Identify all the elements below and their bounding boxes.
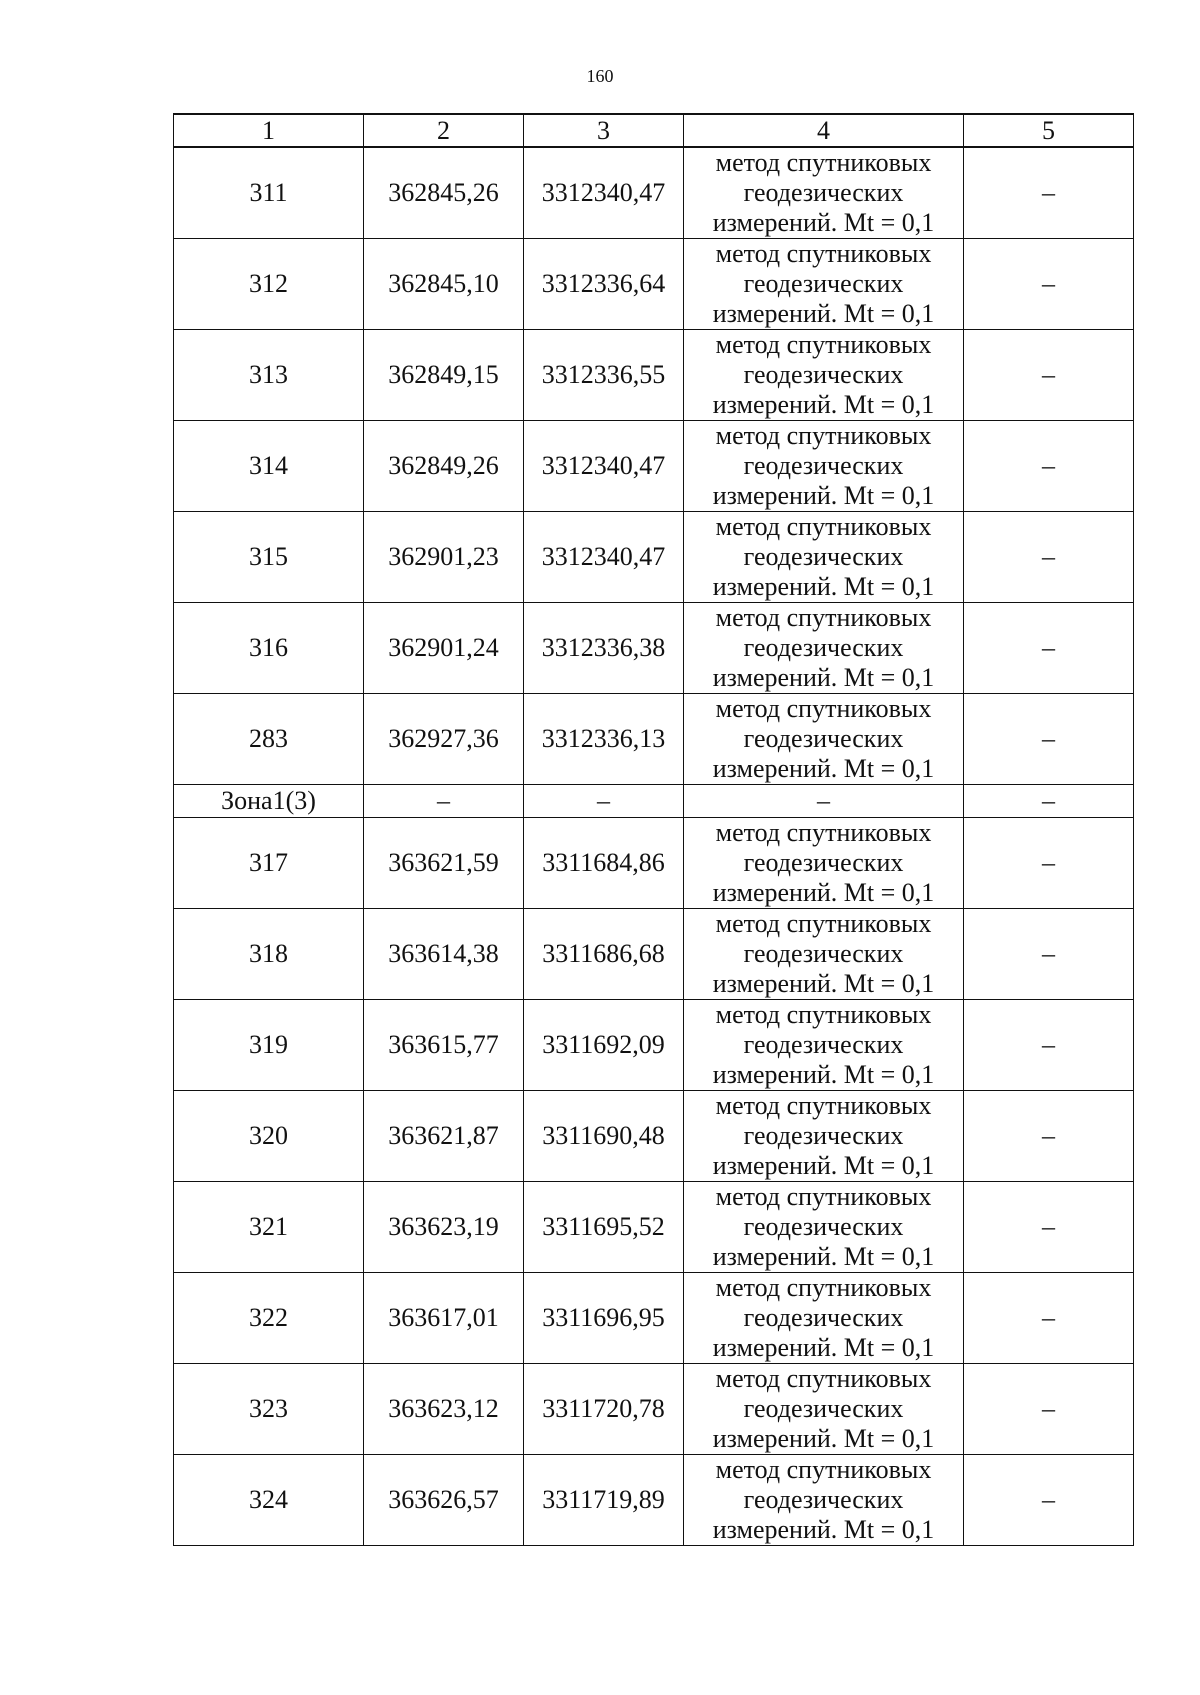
method-line: метод спутниковых bbox=[715, 1455, 932, 1484]
point-number-cell: 317 bbox=[174, 818, 364, 909]
method-line: метод спутниковых bbox=[715, 330, 932, 359]
method-line: метод спутниковых bbox=[715, 1273, 932, 1302]
x-coordinate-cell: 362845,26 bbox=[364, 147, 524, 239]
note-cell: – bbox=[964, 1182, 1134, 1273]
method-cell bbox=[684, 694, 964, 785]
method-line: геодезических bbox=[743, 1212, 904, 1241]
coordinates-table bbox=[173, 113, 1134, 1546]
method-line: измерений. Mt = 0,1 bbox=[712, 1151, 935, 1180]
point-number-cell: 319 bbox=[174, 1000, 364, 1091]
method-line: измерений. Mt = 0,1 bbox=[712, 299, 935, 328]
header-cell-3: 3 bbox=[524, 114, 684, 147]
note-cell: – bbox=[964, 1273, 1134, 1364]
x-coordinate-cell: – bbox=[364, 785, 524, 818]
table-row bbox=[174, 147, 1134, 239]
y-coordinate-cell: 3311692,09 bbox=[524, 1000, 684, 1091]
y-coordinate-cell: 3311719,89 bbox=[524, 1455, 684, 1546]
y-coordinate-cell: 3311696,95 bbox=[524, 1273, 684, 1364]
method-line: геодезических bbox=[743, 939, 904, 968]
method-cell bbox=[684, 1182, 964, 1273]
method-line: измерений. Mt = 0,1 bbox=[712, 390, 935, 419]
method-cell bbox=[684, 1455, 964, 1546]
header-cell-1: 1 bbox=[174, 114, 364, 147]
point-number-cell: 320 bbox=[174, 1091, 364, 1182]
point-number-cell: 321 bbox=[174, 1182, 364, 1273]
x-coordinate-cell: 363621,59 bbox=[364, 818, 524, 909]
note-cell: – bbox=[964, 147, 1134, 239]
point-number-cell: 312 bbox=[174, 239, 364, 330]
note-cell: – bbox=[964, 603, 1134, 694]
method-line: измерений. Mt = 0,1 bbox=[712, 1060, 935, 1089]
method-line: метод спутниковых bbox=[715, 694, 932, 723]
x-coordinate-cell: 362849,15 bbox=[364, 330, 524, 421]
method-line: измерений. Mt = 0,1 bbox=[712, 481, 935, 510]
y-coordinate-cell: 3311695,52 bbox=[524, 1182, 684, 1273]
method-line: геодезических bbox=[743, 542, 904, 571]
note-cell: – bbox=[964, 330, 1134, 421]
point-number-cell: 316 bbox=[174, 603, 364, 694]
y-coordinate-cell: 3311684,86 bbox=[524, 818, 684, 909]
method-cell bbox=[684, 1273, 964, 1364]
method-cell bbox=[684, 1364, 964, 1455]
method-line: измерений. Mt = 0,1 bbox=[712, 663, 935, 692]
note-cell: – bbox=[964, 512, 1134, 603]
x-coordinate-cell: 362849,26 bbox=[364, 421, 524, 512]
method-cell bbox=[684, 239, 964, 330]
x-coordinate-cell: 363626,57 bbox=[364, 1455, 524, 1546]
y-coordinate-cell: 3312336,13 bbox=[524, 694, 684, 785]
note-cell: – bbox=[964, 1091, 1134, 1182]
y-coordinate-cell: 3312336,55 bbox=[524, 330, 684, 421]
table-row bbox=[174, 421, 1134, 512]
point-number-cell: 283 bbox=[174, 694, 364, 785]
method-line: метод спутниковых bbox=[715, 1364, 932, 1393]
table-row bbox=[174, 330, 1134, 421]
method-cell bbox=[684, 421, 964, 512]
header-cell-5: 5 bbox=[964, 114, 1134, 147]
method-line: метод спутниковых bbox=[715, 239, 932, 268]
method-cell bbox=[684, 1091, 964, 1182]
method-line: геодезических bbox=[743, 724, 904, 753]
x-coordinate-cell: 363623,19 bbox=[364, 1182, 524, 1273]
method-line: измерений. Mt = 0,1 bbox=[712, 1242, 935, 1271]
note-cell: – bbox=[964, 239, 1134, 330]
table-row bbox=[174, 1273, 1134, 1364]
zone-row bbox=[174, 785, 1134, 818]
table-row bbox=[174, 909, 1134, 1000]
method-line: метод спутниковых bbox=[715, 148, 932, 177]
method-line: геодезических bbox=[743, 178, 904, 207]
y-coordinate-cell: – bbox=[524, 785, 684, 818]
header-cell-4: 4 bbox=[684, 114, 964, 147]
table-row bbox=[174, 1182, 1134, 1273]
y-coordinate-cell: 3311720,78 bbox=[524, 1364, 684, 1455]
note-cell: – bbox=[964, 785, 1134, 818]
method-cell bbox=[684, 603, 964, 694]
note-cell: – bbox=[964, 1000, 1134, 1091]
header-row bbox=[174, 114, 1134, 147]
method-cell bbox=[684, 909, 964, 1000]
point-number-cell: 315 bbox=[174, 512, 364, 603]
method-line: метод спутниковых bbox=[715, 1182, 932, 1211]
method-line: измерений. Mt = 0,1 bbox=[712, 208, 935, 237]
method-line: геодезических bbox=[743, 848, 904, 877]
method-cell bbox=[684, 818, 964, 909]
table-row bbox=[174, 512, 1134, 603]
y-coordinate-cell: 3312336,64 bbox=[524, 239, 684, 330]
point-number-cell: Зона1(3) bbox=[174, 785, 364, 818]
note-cell: – bbox=[964, 1455, 1134, 1546]
method-line: геодезических bbox=[743, 360, 904, 389]
method-line: геодезических bbox=[743, 1303, 904, 1332]
method-line: геодезических bbox=[743, 1394, 904, 1423]
y-coordinate-cell: 3312340,47 bbox=[524, 512, 684, 603]
method-line: измерений. Mt = 0,1 bbox=[712, 1333, 935, 1362]
point-number-cell: 313 bbox=[174, 330, 364, 421]
point-number-cell: 324 bbox=[174, 1455, 364, 1546]
x-coordinate-cell: 362901,23 bbox=[364, 512, 524, 603]
x-coordinate-cell: 363615,77 bbox=[364, 1000, 524, 1091]
table-row bbox=[174, 1455, 1134, 1546]
method-line: измерений. Mt = 0,1 bbox=[712, 572, 935, 601]
point-number-cell: 323 bbox=[174, 1364, 364, 1455]
y-coordinate-cell: 3312340,47 bbox=[524, 421, 684, 512]
table-row bbox=[174, 1000, 1134, 1091]
method-cell bbox=[684, 147, 964, 239]
method-line: геодезических bbox=[743, 1485, 904, 1514]
table-row bbox=[174, 818, 1134, 909]
note-cell: – bbox=[964, 818, 1134, 909]
x-coordinate-cell: 363614,38 bbox=[364, 909, 524, 1000]
method-line: метод спутниковых bbox=[715, 818, 932, 847]
table-row bbox=[174, 694, 1134, 785]
x-coordinate-cell: 363617,01 bbox=[364, 1273, 524, 1364]
x-coordinate-cell: 363621,87 bbox=[364, 1091, 524, 1182]
method-line: метод спутниковых bbox=[715, 909, 932, 938]
method-line: геодезических bbox=[743, 1030, 904, 1059]
x-coordinate-cell: 362901,24 bbox=[364, 603, 524, 694]
page-number: 160 bbox=[586, 66, 614, 86]
method-line: геодезических bbox=[743, 633, 904, 662]
method-line: метод спутниковых bbox=[715, 512, 932, 541]
note-cell: – bbox=[964, 1364, 1134, 1455]
method-line: измерений. Mt = 0,1 bbox=[712, 1515, 935, 1544]
y-coordinate-cell: 3311690,48 bbox=[524, 1091, 684, 1182]
method-cell bbox=[684, 1000, 964, 1091]
note-cell: – bbox=[964, 421, 1134, 512]
table-row bbox=[174, 1091, 1134, 1182]
method-line: измерений. Mt = 0,1 bbox=[712, 878, 935, 907]
point-number-cell: 314 bbox=[174, 421, 364, 512]
method-line: измерений. Mt = 0,1 bbox=[712, 1424, 935, 1453]
method-cell: – bbox=[684, 785, 964, 818]
method-cell bbox=[684, 330, 964, 421]
table-body bbox=[174, 114, 1134, 1546]
x-coordinate-cell: 362927,36 bbox=[364, 694, 524, 785]
method-line: метод спутниковых bbox=[715, 603, 932, 632]
point-number-cell: 318 bbox=[174, 909, 364, 1000]
table-row bbox=[174, 239, 1134, 330]
method-line: измерений. Mt = 0,1 bbox=[712, 754, 935, 783]
note-cell: – bbox=[964, 694, 1134, 785]
table-row bbox=[174, 1364, 1134, 1455]
method-line: метод спутниковых bbox=[715, 1000, 932, 1029]
method-cell bbox=[684, 512, 964, 603]
method-line: геодезических bbox=[743, 1121, 904, 1150]
y-coordinate-cell: 3312336,38 bbox=[524, 603, 684, 694]
method-line: измерений. Mt = 0,1 bbox=[712, 969, 935, 998]
point-number-cell: 311 bbox=[174, 147, 364, 239]
point-number-cell: 322 bbox=[174, 1273, 364, 1364]
header-cell-2: 2 bbox=[364, 114, 524, 147]
method-line: метод спутниковых bbox=[715, 421, 932, 450]
method-line: геодезических bbox=[743, 451, 904, 480]
note-cell: – bbox=[964, 909, 1134, 1000]
y-coordinate-cell: 3312340,47 bbox=[524, 147, 684, 239]
x-coordinate-cell: 362845,10 bbox=[364, 239, 524, 330]
method-line: геодезических bbox=[743, 269, 904, 298]
method-line: метод спутниковых bbox=[715, 1091, 932, 1120]
table-row bbox=[174, 603, 1134, 694]
y-coordinate-cell: 3311686,68 bbox=[524, 909, 684, 1000]
x-coordinate-cell: 363623,12 bbox=[364, 1364, 524, 1455]
